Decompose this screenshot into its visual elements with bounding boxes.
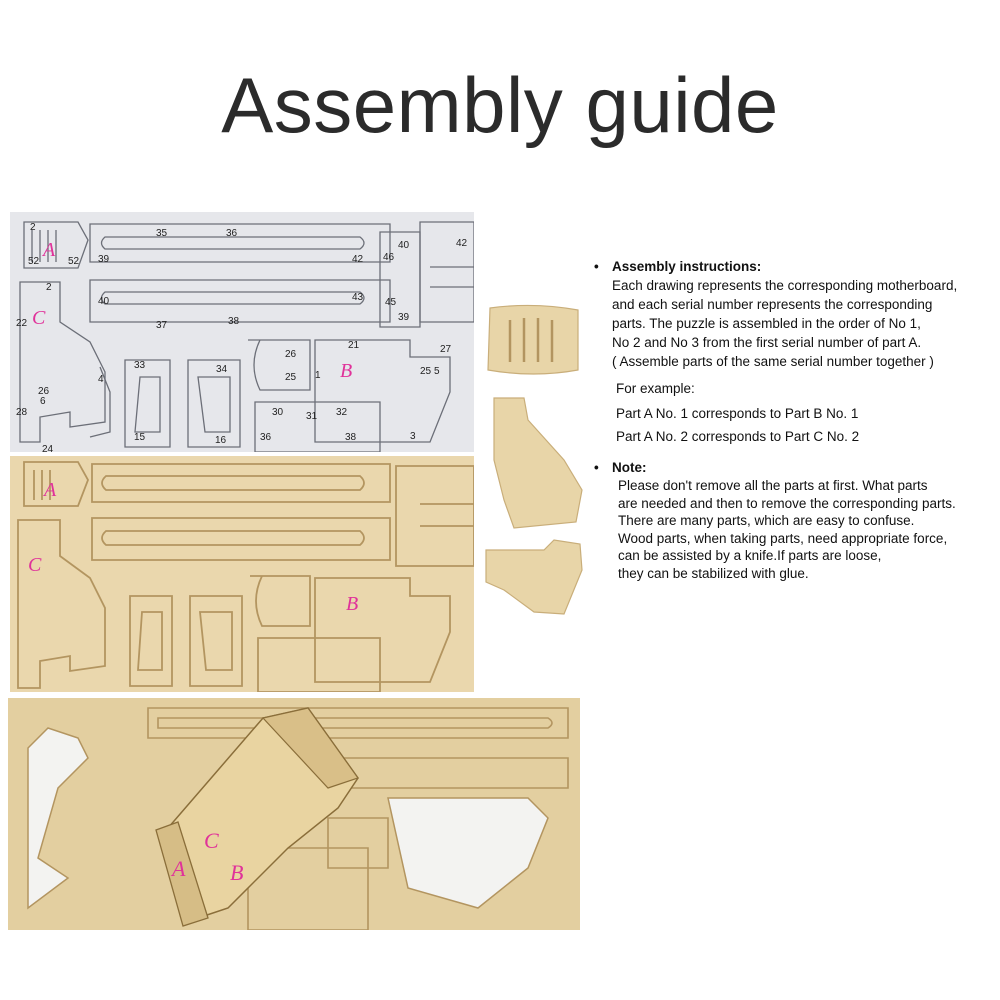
instructions-heading <box>594 257 1000 276</box>
blueprint-number: 32 <box>336 407 348 418</box>
blueprint-number: 31 <box>306 411 318 422</box>
blueprint-number: 2 <box>30 222 36 233</box>
label-a-blueprint: A <box>43 239 56 261</box>
blueprint-number: 5 <box>434 366 440 377</box>
blueprint-number: 42 <box>352 254 364 265</box>
blueprint-number: 36 <box>260 432 272 443</box>
example-line: Part A No. 1 corresponds to Part B No. 1 <box>616 406 859 421</box>
blueprint-number: 40 <box>98 296 110 307</box>
note-line: Wood parts, when taking parts, need appropriate force, <box>618 530 948 546</box>
instructions-panel <box>594 257 1000 582</box>
blueprint-number: 22 <box>16 318 28 329</box>
instructions-heading-text: Assembly instructions: <box>612 259 762 274</box>
blueprint-number: 25 <box>420 366 432 377</box>
bullet-icon: • <box>594 460 599 475</box>
assembled-photo <box>8 698 580 930</box>
bullet-icon: • <box>594 259 599 274</box>
blueprint-number: 34 <box>216 364 228 375</box>
example-label: For example: <box>616 381 695 396</box>
assembled-drawing <box>8 698 580 930</box>
blueprint-number: 38 <box>345 432 357 443</box>
wood-parts-column <box>484 300 586 620</box>
blueprint-number: 30 <box>272 407 284 418</box>
instructions-line: ( Assemble parts of the same serial number together ) <box>612 354 934 369</box>
blueprint-number: 52 <box>68 256 80 267</box>
blueprint-number: 46 <box>383 252 395 263</box>
instructions-line: No 2 and No 3 from the first serial number of part A. <box>612 335 922 350</box>
blueprint-number: 3 <box>410 431 416 442</box>
blueprint-number: 40 <box>398 240 410 251</box>
page-title: Assembly guide <box>221 61 779 149</box>
blueprint-number: 43 <box>352 292 364 303</box>
label-a-assembled: A <box>172 856 186 881</box>
label-c-blueprint: C <box>32 307 46 329</box>
note-heading-text: Note: <box>612 460 647 475</box>
blueprint-drawing <box>10 212 474 452</box>
note-line: they can be stabilized with glue. <box>618 565 809 581</box>
blueprint-number: 27 <box>440 344 452 355</box>
instructions-line: and each serial number represents the corresponding <box>612 297 933 312</box>
note-body <box>618 477 1000 582</box>
instructions-line: Each drawing represents the corresponding motherboard, <box>612 278 958 293</box>
blueprint-number: 42 <box>456 238 468 249</box>
blueprint-number: 15 <box>134 432 146 443</box>
wood-sheet-drawing <box>10 456 474 692</box>
blueprint-number: 36 <box>226 228 238 239</box>
blueprint-number: 16 <box>215 435 227 446</box>
blueprint-number: 35 <box>156 228 168 239</box>
blueprint-number: 2 <box>46 282 52 293</box>
label-c-wood: C <box>28 554 42 576</box>
blueprint-number: 21 <box>348 340 360 351</box>
label-b-blueprint: B <box>340 360 353 382</box>
blueprint-number: 28 <box>16 407 28 418</box>
note-line: can be assisted by a knife.If parts are loose, <box>618 548 882 563</box>
label-c-assembled: C <box>204 828 219 853</box>
note-line: There are many parts, which are easy to confuse. <box>618 513 915 528</box>
label-a-wood: A <box>44 479 57 501</box>
blueprint-number: 45 <box>385 297 397 308</box>
blueprint-number: 26 <box>38 386 50 397</box>
instructions-body <box>612 276 1000 371</box>
note-heading <box>594 458 1000 477</box>
blueprint-number: 38 <box>228 316 240 327</box>
blueprint-number: 6 <box>40 396 46 407</box>
blueprint-number: 33 <box>134 360 146 371</box>
blueprint-number: 4 <box>98 374 104 385</box>
blueprint-number: 25 <box>285 372 297 383</box>
note-line: Please don't remove all the parts at first. What parts <box>618 478 928 493</box>
blueprint-number: 1 <box>315 370 321 381</box>
blueprint-number: 39 <box>398 312 410 323</box>
blueprint-photo <box>10 212 474 452</box>
blueprint-number: 26 <box>285 349 297 360</box>
label-b-assembled: B <box>230 860 244 885</box>
note-line: are needed and then to remove the corresponding parts. <box>618 495 956 511</box>
blueprint-number: 37 <box>156 320 168 331</box>
instructions-line: parts. The puzzle is assembled in the order of No 1, <box>612 316 921 331</box>
label-b-wood: B <box>346 593 359 615</box>
example-line: Part A No. 2 corresponds to Part C No. 2 <box>616 429 860 444</box>
blueprint-number: 24 <box>42 444 54 452</box>
blueprint-number: 52 <box>28 256 40 267</box>
wood-parts-drawing <box>484 300 586 620</box>
wood-sheet-photo <box>10 456 474 692</box>
blueprint-number: 39 <box>98 254 110 265</box>
